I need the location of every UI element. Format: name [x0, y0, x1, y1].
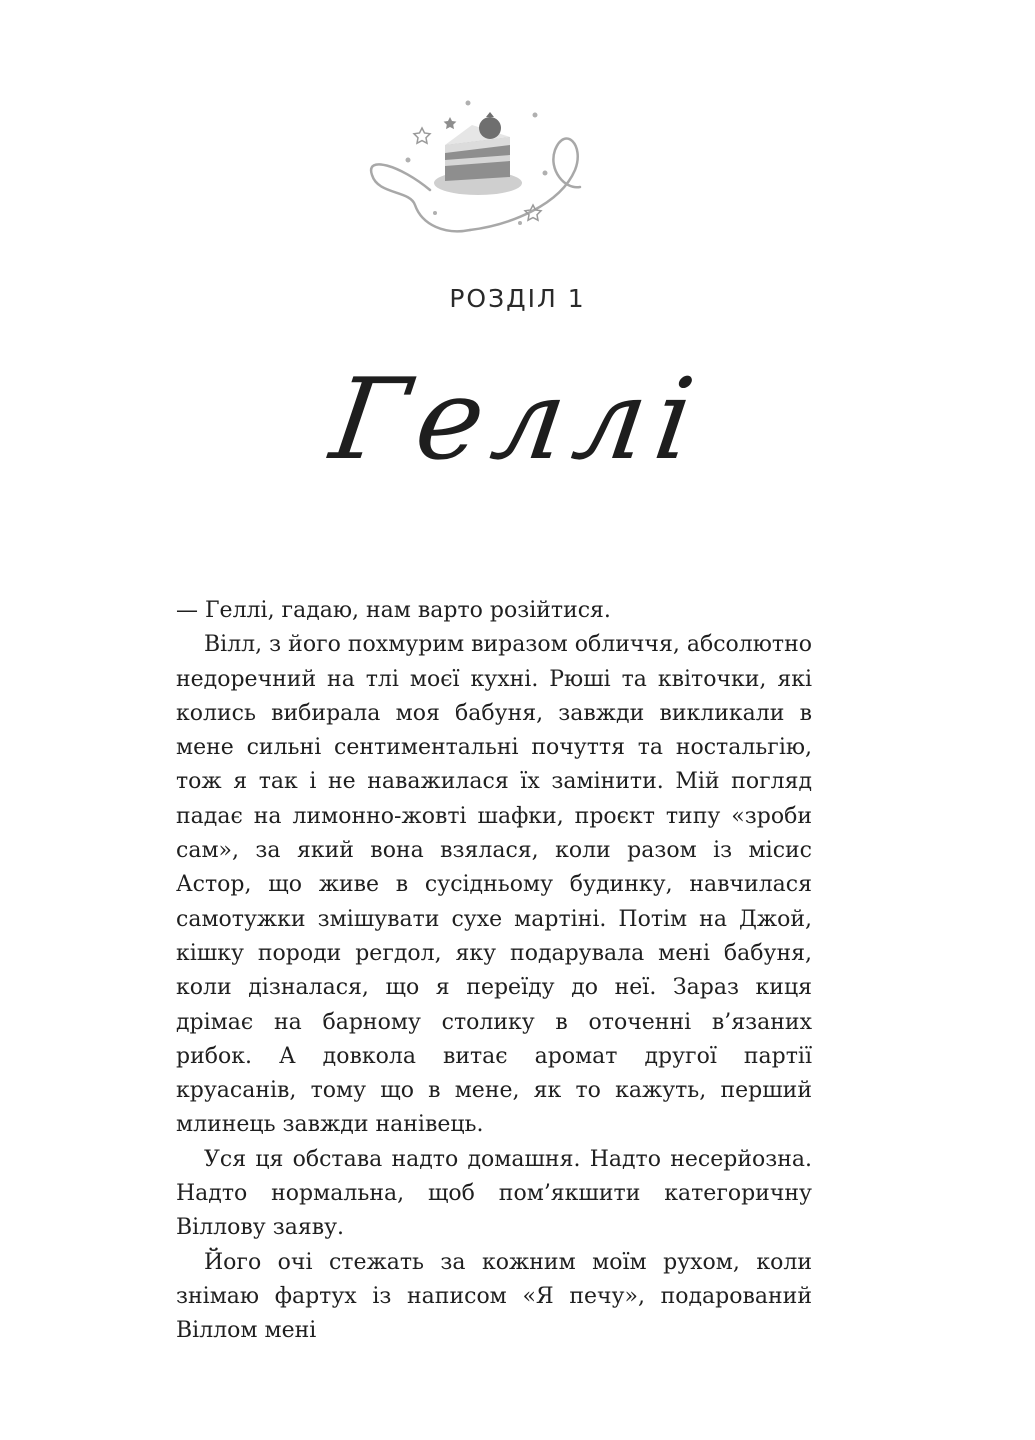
paragraph: Уся ця обстава надто домашня. Надто несерйозна. Надто нормальна, щоб пом’якшити категоричну Віллову заяву. [176, 1146, 812, 1241]
paragraph: Його очі стежать за кожним моїм рухом, коли знімаю фартух із написом «Я печу», подарований Віллом мені [176, 1249, 812, 1344]
star-icon [414, 128, 430, 143]
cake-ornament [360, 95, 600, 255]
paragraph: — Геллі, гадаю, нам варто розійтися. [176, 598, 611, 623]
star-icon [444, 117, 457, 129]
dot [543, 171, 548, 176]
chapter-title: Геллі [323, 355, 712, 485]
chapter-label: РОЗДІЛ 1 [449, 284, 586, 313]
body-text [176, 594, 812, 1349]
dot [466, 101, 471, 106]
paragraph: Вілл, з його похмурим виразом обличчя, абсолютно недоречний на тлі моєї кухні. Рюші та квіточки, які колись вибирала моя бабуня, завжди викликали в мене сильні сентиментальні почуття та ностальгію, тож я так і не наважилася їх замінити. Мій погляд падає на лимонно-жовті шафки, проєкт типу «зроби сам», за який вона взялася, коли разом із місис Астор, що живе в сусідньому будинку, навчилася самотужки змішувати сухе мартіні. Потім на Джой, кішку породи регдол, яку подарувала мені бабуня, коли дізналася, що я переїду до неї. Зараз киця дрімає на барному столику в оточенні в’язаних рибок. А довкола витає аромат другої партії круасанів, тому що в мене, як то кажуть, перший млинець завжди нанівець. [176, 632, 812, 1138]
dot [533, 113, 538, 118]
dot [518, 221, 522, 225]
dot [433, 211, 437, 215]
dot [406, 158, 411, 163]
